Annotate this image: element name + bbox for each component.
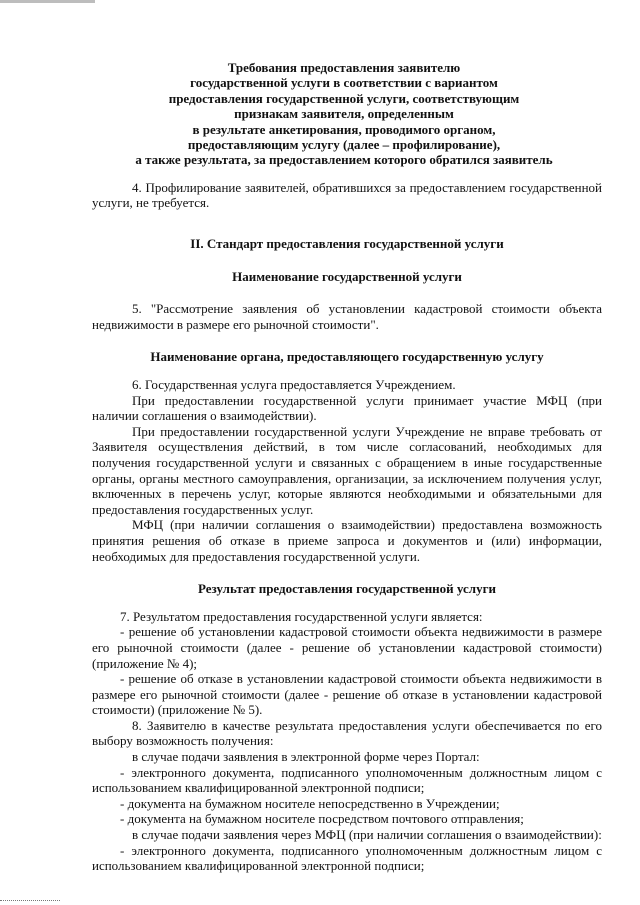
scan-artifact-top bbox=[0, 0, 95, 3]
title-line: государственной услуги в соответствии с вариантом bbox=[190, 75, 498, 91]
title-line: Требования предоставления заявителю bbox=[227, 60, 461, 75]
paragraph-4: 4. Профилирование заявителей, обратившихся за предоставлением государственной услуги, не требуется. bbox=[92, 179, 602, 211]
paragraph-6a: При предоставлении государственной услуги принимает участие МФЦ (при наличии соглашения о взаимодействии). bbox=[92, 392, 602, 424]
paragraph-6b: При предоставлении государственной услуги Учреждение не вправе требовать от Заявителя осуществления действий, в том числе согласований, необходимых для получения государственной услуги и связанных с обращением в иные государственные органы, органы местного самоуправления, организации, за исключением получения услуг, включенных в перечень услуг, которые являются необходимыми и обязательными для предоставления государственных услуг. bbox=[92, 423, 602, 517]
heading-result: Результат предоставления государственной услуги bbox=[198, 581, 496, 597]
title-line: предоставляющим услугу (далее – профилирование), bbox=[187, 137, 501, 153]
paragraph-8f: - электронного документа, подписанного уполномоченным должностным лицом с использованием квалифицированной электронной подписи; bbox=[92, 842, 602, 874]
paragraph-7b: - решение об отказе в установлении кадастровой стоимости объекта недвижимости в размере его рыночной стоимости (далее - решение об отказе в установлении кадастровой стоимости) (приложение № 5). bbox=[92, 671, 602, 718]
title-line: а также результата, за предоставлением которого обратился заявитель bbox=[135, 152, 553, 168]
paragraph-8b: - электронного документа, подписанного уполномоченным должностным лицом с использованием квалифицированной электронной подписи; bbox=[92, 764, 602, 796]
requirements-title bbox=[86, 60, 602, 168]
heading-service-name: Наименование государственной услуги bbox=[232, 268, 462, 284]
document-body bbox=[92, 60, 602, 874]
title-line: в результате анкетирования, проводимого органом, bbox=[192, 121, 496, 137]
paragraph-8d: - документа на бумажном носителе посредством почтового отправления; bbox=[120, 811, 524, 827]
section-heading-2: II. Стандарт предоставления государственной услуги bbox=[190, 236, 504, 252]
title-line: признакам заявителя, определенным bbox=[234, 106, 454, 122]
paragraph-5: 5. "Рассмотрение заявления об установлении кадастровой стоимости объекта недвижимости в размере его рыночной стоимости". bbox=[92, 301, 602, 332]
paragraph-8c: - документа на бумажном носителе непосредственно в Учреждении; bbox=[120, 795, 500, 811]
paragraph-8e: в случае подачи заявления через МФЦ (при наличии соглашения о взаимодействии): bbox=[132, 827, 602, 843]
heading-authority: Наименование органа, предоставляющего государственную услугу bbox=[150, 349, 544, 365]
paragraph-8: 8. Заявителю в качестве результата предоставления услуги обеспечивается по его выбору возможность получения: bbox=[92, 717, 602, 749]
paragraph-7: 7. Результатом предоставления государственной услуги является: bbox=[120, 608, 483, 624]
paragraph-6: 6. Государственная услуга предоставляется Учреждением. bbox=[132, 377, 456, 392]
paragraph-8a: в случае подачи заявления в электронной форме через Портал: bbox=[132, 749, 480, 765]
title-line: предоставления государственной услуги, соответствующим bbox=[168, 90, 520, 106]
scan-artifact-bottom bbox=[0, 900, 60, 903]
paragraph-7a: - решение об установлении кадастровой стоимости объекта недвижимости в размере его рыночной стоимости (далее - решение об установлении кадастровой стоимости) (приложение № 4); bbox=[92, 624, 602, 671]
paragraph-6c: МФЦ (при наличии соглашения о взаимодействии) предоставлена возможность принятия решения об отказе в приеме запроса и документов и (или) информации, необходимых для предоставления государственной услуги. bbox=[92, 517, 602, 564]
